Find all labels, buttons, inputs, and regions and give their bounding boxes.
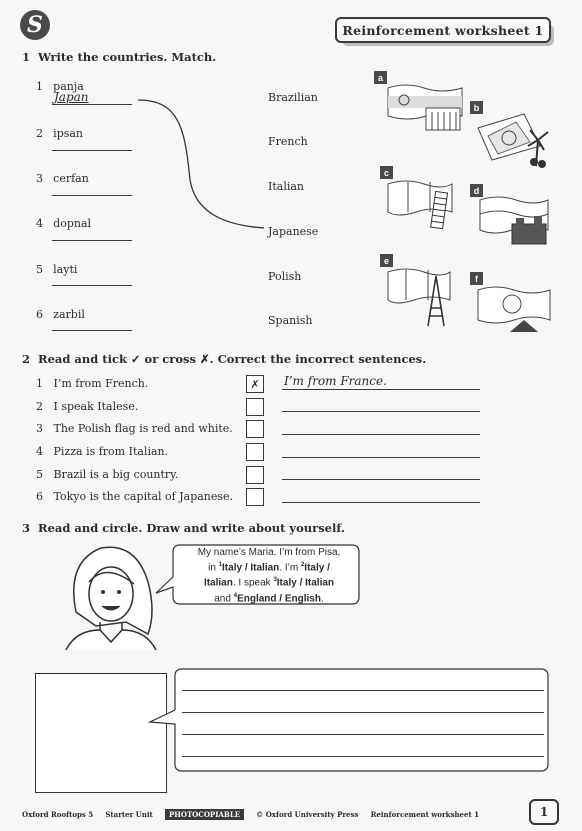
speech-bubble-text: My name’s Maria. I’m from Pisa, in $^1$Italy / Italian. I’m $^2$Italy / Italian. I speak $^3$Italy / Italian and $^4$England / English. [197, 547, 341, 604]
writing-line-1[interactable] [182, 690, 544, 691]
s2-line-2[interactable] [282, 411, 480, 412]
s2-row-6: 6 Tokyo is the capital of Japanese. [36, 490, 234, 503]
s2-row-4: 4 Pizza is from Italian. [36, 445, 169, 458]
footer-unit: Starter Unit [105, 810, 153, 819]
picture-label-c: c [380, 166, 393, 179]
s2-correction-1: I’m from France. [284, 374, 387, 388]
section3-heading: 3 Read and circle. Draw and write about yourself. [22, 521, 345, 535]
s1-item-1: 1 panja [36, 80, 84, 93]
writing-line-2[interactable] [182, 712, 544, 713]
tick-box-5[interactable] [246, 466, 264, 484]
footer-publisher: © Oxford University Press [256, 810, 359, 819]
circle-option-4[interactable]: England / English [237, 592, 321, 604]
france-flag-eiffel-picture [386, 266, 456, 330]
s2-row-2: 2 I speak Italese. [36, 400, 139, 413]
tick-box-6[interactable] [246, 488, 264, 506]
nationality-brazilian: Brazilian [268, 91, 318, 104]
s2-line-6[interactable] [282, 502, 480, 503]
nationality-polish: Polish [268, 270, 302, 283]
s2-line-1[interactable] [282, 389, 480, 390]
s1-item-2: 2 ipsan [36, 127, 84, 140]
spain-flag-aqueduct-picture [386, 80, 466, 134]
s1-item-3: 3 cerfan [36, 172, 89, 185]
s2-row-5: 5 Brazil is a big country. [36, 468, 179, 481]
section1-heading: 1 Write the countries. Match. [22, 50, 217, 64]
tick-box-1[interactable]: ✗ [246, 375, 264, 393]
s1-item-4: 4 dopnal [36, 217, 92, 230]
italy-flag-tower-picture [386, 178, 458, 232]
s2-line-3[interactable] [282, 434, 480, 435]
brand-logo: S [20, 10, 50, 40]
picture-label-f: f [470, 272, 483, 285]
page-number: 1 [529, 799, 559, 825]
writing-line-3[interactable] [182, 734, 544, 735]
picture-label-d: d [470, 184, 483, 197]
circle-option-1[interactable]: Italy / Italian [222, 562, 280, 574]
s1-item-5: 5 layti [36, 263, 78, 276]
s1-answer-1: Japan [54, 90, 89, 104]
s1-answer-line-6[interactable] [52, 330, 132, 331]
footer-worksheet: Reinforcement worksheet 1 [370, 810, 479, 819]
s1-answer-line-3[interactable] [52, 195, 132, 196]
writing-line-4[interactable] [182, 756, 544, 757]
s1-answer-line-4[interactable] [52, 240, 132, 241]
match-line [130, 90, 270, 240]
s2-line-5[interactable] [282, 479, 480, 480]
s1-answer-line-2[interactable] [52, 150, 132, 151]
footer [22, 810, 479, 819]
s1-answer-line-5[interactable] [52, 285, 132, 286]
nationality-japanese: Japanese [268, 225, 319, 238]
brazil-flag-plant-picture [474, 110, 554, 170]
tick-box-2[interactable] [246, 398, 264, 416]
maria-illustration [56, 542, 166, 650]
poland-flag-castle-picture [478, 194, 552, 246]
s2-line-4[interactable] [282, 457, 480, 458]
s2-row-3: 3 The Polish flag is red and white. [36, 422, 233, 435]
s1-answer-line-1[interactable] [52, 104, 132, 105]
footer-book: Oxford Rooftops 5 [22, 810, 94, 819]
s2-row-1: 1 I’m from French. [36, 377, 149, 390]
nationality-italian: Italian [268, 180, 305, 193]
tick-box-3[interactable] [246, 420, 264, 438]
japan-flag-mountain-picture [476, 286, 554, 336]
tick-box-4[interactable] [246, 443, 264, 461]
picture-label-a: a [374, 71, 387, 84]
circle-option-3[interactable]: Italy / Italian [276, 577, 335, 589]
s1-item-6: 6 zarbil [36, 308, 85, 321]
worksheet-title: Reinforcement worksheet 1 [335, 17, 551, 43]
photocopiable-badge: PHOTOCOPIABLE [165, 809, 244, 820]
picture-label-e: e [380, 254, 393, 267]
section2-heading: 2 Read and tick ✓ or cross ✗. Correct the incorrect sentences. [22, 352, 427, 366]
circle-option-2[interactable]: Italy / [304, 562, 330, 574]
picture-label-b: b [470, 101, 483, 114]
nationality-spanish: Spanish [268, 314, 313, 327]
writing-bubble-shape [148, 666, 550, 774]
nationality-french: French [268, 135, 308, 148]
